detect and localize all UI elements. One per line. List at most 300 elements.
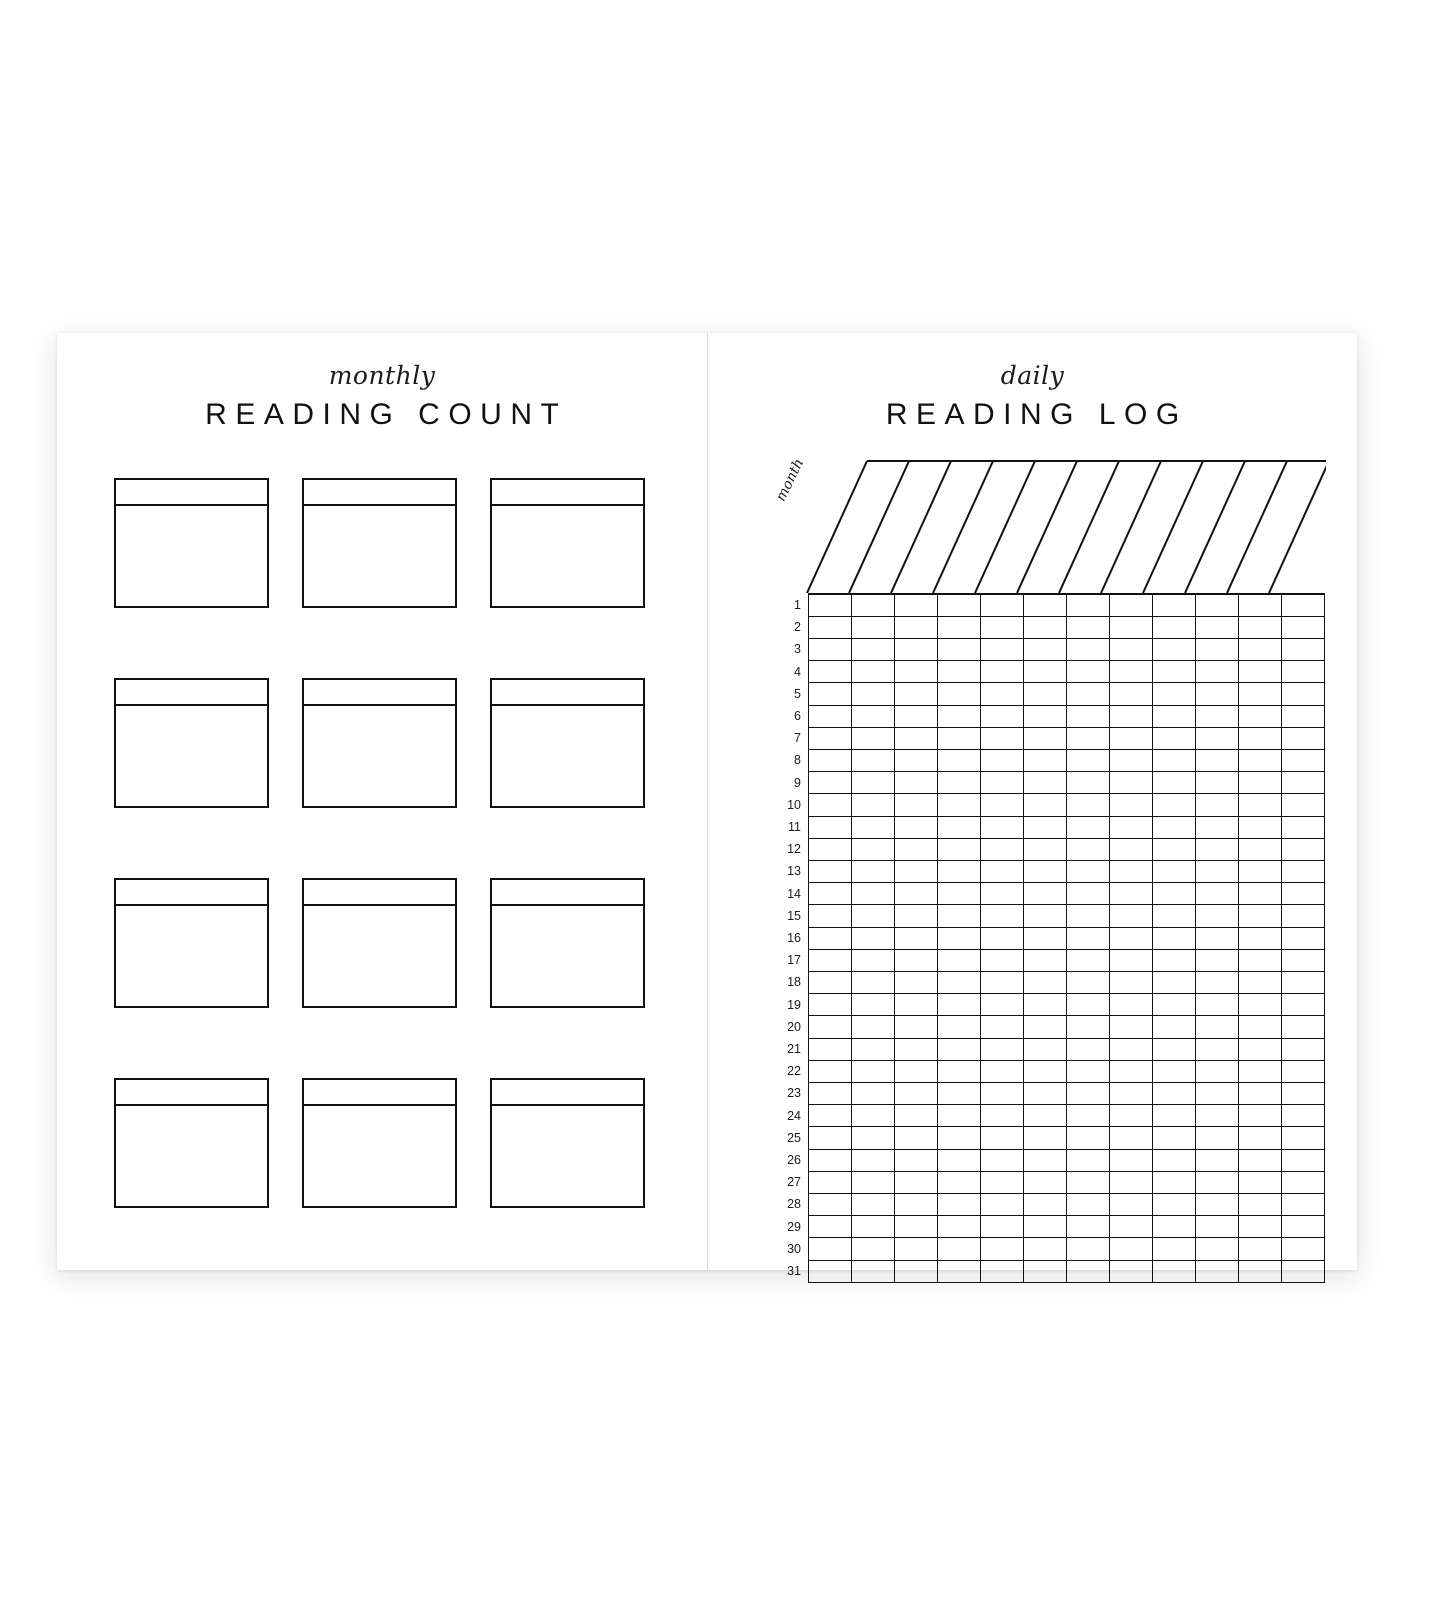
log-cell[interactable] bbox=[1067, 1193, 1110, 1215]
log-cell[interactable] bbox=[809, 1260, 852, 1282]
log-cell[interactable] bbox=[852, 949, 895, 971]
log-cell[interactable] bbox=[938, 749, 981, 771]
log-cell[interactable] bbox=[1110, 705, 1153, 727]
count-card-header[interactable] bbox=[492, 1080, 643, 1106]
log-cell[interactable] bbox=[1239, 1238, 1282, 1260]
log-cell[interactable] bbox=[981, 1238, 1024, 1260]
count-card-body[interactable] bbox=[304, 1106, 455, 1206]
log-cell[interactable] bbox=[1282, 1082, 1325, 1104]
log-cell[interactable] bbox=[1196, 1127, 1239, 1149]
log-cell[interactable] bbox=[852, 1105, 895, 1127]
log-cell[interactable] bbox=[1239, 661, 1282, 683]
count-card-header[interactable] bbox=[492, 480, 643, 506]
log-cell[interactable] bbox=[895, 838, 938, 860]
log-cell[interactable] bbox=[1110, 616, 1153, 638]
log-cell[interactable] bbox=[1239, 905, 1282, 927]
log-cell[interactable] bbox=[1196, 949, 1239, 971]
log-cell[interactable] bbox=[1282, 1171, 1325, 1193]
log-cell[interactable] bbox=[1239, 1216, 1282, 1238]
log-cell[interactable] bbox=[852, 1060, 895, 1082]
log-cell[interactable] bbox=[981, 683, 1024, 705]
log-cell[interactable] bbox=[1024, 1038, 1067, 1060]
log-cell[interactable] bbox=[852, 883, 895, 905]
log-cell[interactable] bbox=[1067, 838, 1110, 860]
log-cell[interactable] bbox=[1282, 860, 1325, 882]
log-cell[interactable] bbox=[809, 994, 852, 1016]
log-cell[interactable] bbox=[981, 860, 1024, 882]
log-cell[interactable] bbox=[809, 838, 852, 860]
log-cell[interactable] bbox=[809, 1216, 852, 1238]
log-cell[interactable] bbox=[1067, 1260, 1110, 1282]
log-cell[interactable] bbox=[1196, 838, 1239, 860]
log-cell[interactable] bbox=[1153, 727, 1196, 749]
log-cell[interactable] bbox=[895, 994, 938, 1016]
log-cell[interactable] bbox=[1196, 971, 1239, 993]
log-cell[interactable] bbox=[1239, 1260, 1282, 1282]
count-card[interactable] bbox=[490, 478, 645, 608]
log-cell[interactable] bbox=[852, 705, 895, 727]
count-card[interactable] bbox=[302, 1078, 457, 1208]
log-cell[interactable] bbox=[1067, 1216, 1110, 1238]
log-cell[interactable] bbox=[981, 1260, 1024, 1282]
log-cell[interactable] bbox=[809, 927, 852, 949]
log-cell[interactable] bbox=[1067, 772, 1110, 794]
log-cell[interactable] bbox=[852, 971, 895, 993]
log-cell[interactable] bbox=[1024, 1127, 1067, 1149]
log-cell[interactable] bbox=[1067, 661, 1110, 683]
log-cell[interactable] bbox=[1153, 772, 1196, 794]
log-cell[interactable] bbox=[938, 1038, 981, 1060]
log-cell[interactable] bbox=[1067, 794, 1110, 816]
log-cell[interactable] bbox=[1153, 816, 1196, 838]
log-cell[interactable] bbox=[1239, 594, 1282, 616]
log-cell[interactable] bbox=[1067, 905, 1110, 927]
log-cell[interactable] bbox=[809, 727, 852, 749]
table-row[interactable] bbox=[766, 1016, 1325, 1038]
log-cell[interactable] bbox=[809, 772, 852, 794]
log-cell[interactable] bbox=[1153, 749, 1196, 771]
log-cell[interactable] bbox=[1067, 1127, 1110, 1149]
log-cell[interactable] bbox=[1110, 727, 1153, 749]
log-cell[interactable] bbox=[1024, 616, 1067, 638]
count-card-body[interactable] bbox=[492, 506, 643, 606]
table-row[interactable] bbox=[766, 1060, 1325, 1082]
log-cell[interactable] bbox=[981, 616, 1024, 638]
count-card-header[interactable] bbox=[116, 880, 267, 906]
log-cell[interactable] bbox=[1110, 838, 1153, 860]
log-cell[interactable] bbox=[809, 794, 852, 816]
table-row[interactable] bbox=[766, 860, 1325, 882]
log-cell[interactable] bbox=[1110, 905, 1153, 927]
log-cell[interactable] bbox=[1153, 794, 1196, 816]
log-cell[interactable] bbox=[1024, 1016, 1067, 1038]
log-cell[interactable] bbox=[1282, 616, 1325, 638]
log-cell[interactable] bbox=[1282, 1016, 1325, 1038]
log-cell[interactable] bbox=[1239, 1016, 1282, 1038]
log-cell[interactable] bbox=[1067, 1171, 1110, 1193]
table-row[interactable] bbox=[766, 949, 1325, 971]
table-row[interactable] bbox=[766, 1105, 1325, 1127]
log-cell[interactable] bbox=[1067, 1060, 1110, 1082]
log-cell[interactable] bbox=[895, 816, 938, 838]
log-cell[interactable] bbox=[809, 1105, 852, 1127]
log-cell[interactable] bbox=[809, 816, 852, 838]
count-card[interactable] bbox=[302, 878, 457, 1008]
log-cell[interactable] bbox=[895, 1127, 938, 1149]
count-card[interactable] bbox=[490, 878, 645, 1008]
log-cell[interactable] bbox=[852, 1260, 895, 1282]
table-row[interactable] bbox=[766, 1171, 1325, 1193]
log-cell[interactable] bbox=[1153, 860, 1196, 882]
log-cell[interactable] bbox=[981, 705, 1024, 727]
count-card[interactable] bbox=[302, 478, 457, 608]
count-card[interactable] bbox=[114, 678, 269, 808]
log-cell[interactable] bbox=[1110, 1193, 1153, 1215]
log-cell[interactable] bbox=[938, 683, 981, 705]
log-cell[interactable] bbox=[1110, 1216, 1153, 1238]
log-cell[interactable] bbox=[1153, 594, 1196, 616]
log-cell[interactable] bbox=[1196, 860, 1239, 882]
table-row[interactable] bbox=[766, 905, 1325, 927]
log-cell[interactable] bbox=[1110, 683, 1153, 705]
log-cell[interactable] bbox=[852, 594, 895, 616]
log-cell[interactable] bbox=[809, 1171, 852, 1193]
log-cell[interactable] bbox=[1239, 727, 1282, 749]
log-cell[interactable] bbox=[1024, 1171, 1067, 1193]
log-cell[interactable] bbox=[1153, 1171, 1196, 1193]
log-cell[interactable] bbox=[1282, 772, 1325, 794]
log-cell[interactable] bbox=[852, 1038, 895, 1060]
log-cell[interactable] bbox=[938, 994, 981, 1016]
log-cell[interactable] bbox=[1196, 1082, 1239, 1104]
count-card-body[interactable] bbox=[116, 506, 267, 606]
log-cell[interactable] bbox=[852, 816, 895, 838]
log-cell[interactable] bbox=[938, 772, 981, 794]
log-cell[interactable] bbox=[895, 1016, 938, 1038]
log-cell[interactable] bbox=[938, 705, 981, 727]
table-row[interactable] bbox=[766, 838, 1325, 860]
log-cell[interactable] bbox=[981, 971, 1024, 993]
log-cell[interactable] bbox=[852, 1016, 895, 1038]
log-cell[interactable] bbox=[938, 638, 981, 660]
log-cell[interactable] bbox=[1196, 727, 1239, 749]
log-cell[interactable] bbox=[1067, 1016, 1110, 1038]
log-cell[interactable] bbox=[895, 616, 938, 638]
log-cell[interactable] bbox=[852, 860, 895, 882]
log-cell[interactable] bbox=[1282, 683, 1325, 705]
log-cell[interactable] bbox=[1110, 772, 1153, 794]
log-cell[interactable] bbox=[895, 905, 938, 927]
log-cell[interactable] bbox=[1282, 1260, 1325, 1282]
log-cell[interactable] bbox=[1110, 1082, 1153, 1104]
table-row[interactable] bbox=[766, 1260, 1325, 1282]
log-cell[interactable] bbox=[1282, 594, 1325, 616]
log-cell[interactable] bbox=[1067, 949, 1110, 971]
log-cell[interactable] bbox=[938, 1149, 981, 1171]
log-cell[interactable] bbox=[852, 994, 895, 1016]
log-cell[interactable] bbox=[1110, 927, 1153, 949]
log-cell[interactable] bbox=[895, 1038, 938, 1060]
log-cell[interactable] bbox=[1024, 1216, 1067, 1238]
log-cell[interactable] bbox=[895, 1171, 938, 1193]
log-cell[interactable] bbox=[1239, 683, 1282, 705]
log-cell[interactable] bbox=[852, 1216, 895, 1238]
log-cell[interactable] bbox=[1024, 838, 1067, 860]
log-cell[interactable] bbox=[852, 1171, 895, 1193]
count-card-header[interactable] bbox=[304, 680, 455, 706]
log-cell[interactable] bbox=[1239, 616, 1282, 638]
count-card[interactable] bbox=[114, 1078, 269, 1208]
table-row[interactable] bbox=[766, 1216, 1325, 1238]
log-cell[interactable] bbox=[852, 749, 895, 771]
log-cell[interactable] bbox=[1067, 616, 1110, 638]
count-card-body[interactable] bbox=[116, 1106, 267, 1206]
log-cell[interactable] bbox=[1282, 905, 1325, 927]
table-row[interactable] bbox=[766, 794, 1325, 816]
log-cell[interactable] bbox=[895, 749, 938, 771]
count-card[interactable] bbox=[490, 678, 645, 808]
log-cell[interactable] bbox=[1067, 705, 1110, 727]
log-cell[interactable] bbox=[1239, 927, 1282, 949]
log-cell[interactable] bbox=[1153, 1149, 1196, 1171]
log-cell[interactable] bbox=[895, 1193, 938, 1215]
log-cell[interactable] bbox=[852, 638, 895, 660]
log-cell[interactable] bbox=[1024, 994, 1067, 1016]
table-row[interactable] bbox=[766, 927, 1325, 949]
log-cell[interactable] bbox=[1110, 638, 1153, 660]
log-cell[interactable] bbox=[1196, 683, 1239, 705]
log-cell[interactable] bbox=[938, 838, 981, 860]
log-cell[interactable] bbox=[1282, 1038, 1325, 1060]
log-cell[interactable] bbox=[938, 1193, 981, 1215]
log-cell[interactable] bbox=[1067, 727, 1110, 749]
log-cell[interactable] bbox=[809, 705, 852, 727]
log-cell[interactable] bbox=[1110, 1149, 1153, 1171]
log-cell[interactable] bbox=[981, 1149, 1024, 1171]
table-row[interactable] bbox=[766, 638, 1325, 660]
log-cell[interactable] bbox=[1067, 971, 1110, 993]
log-cell[interactable] bbox=[1153, 616, 1196, 638]
count-card-header[interactable] bbox=[492, 680, 643, 706]
log-cell[interactable] bbox=[938, 1105, 981, 1127]
log-cell[interactable] bbox=[938, 860, 981, 882]
log-cell[interactable] bbox=[981, 883, 1024, 905]
log-cell[interactable] bbox=[1067, 860, 1110, 882]
count-card[interactable] bbox=[114, 478, 269, 608]
log-cell[interactable] bbox=[1110, 661, 1153, 683]
log-cell[interactable] bbox=[1196, 1216, 1239, 1238]
log-cell[interactable] bbox=[895, 638, 938, 660]
log-cell[interactable] bbox=[1024, 971, 1067, 993]
table-row[interactable] bbox=[766, 616, 1325, 638]
log-cell[interactable] bbox=[981, 749, 1024, 771]
log-cell[interactable] bbox=[1024, 927, 1067, 949]
count-card-body[interactable] bbox=[116, 906, 267, 1006]
log-cell[interactable] bbox=[809, 1082, 852, 1104]
log-cell[interactable] bbox=[938, 616, 981, 638]
log-cell[interactable] bbox=[809, 1127, 852, 1149]
count-card-header[interactable] bbox=[116, 480, 267, 506]
log-cell[interactable] bbox=[1239, 949, 1282, 971]
log-cell[interactable] bbox=[1153, 1038, 1196, 1060]
table-row[interactable] bbox=[766, 883, 1325, 905]
log-cell[interactable] bbox=[1196, 1171, 1239, 1193]
log-cell[interactable] bbox=[1153, 1060, 1196, 1082]
log-cell[interactable] bbox=[1239, 1193, 1282, 1215]
log-cell[interactable] bbox=[1196, 1238, 1239, 1260]
log-cell[interactable] bbox=[1110, 1016, 1153, 1038]
log-cell[interactable] bbox=[1024, 1238, 1067, 1260]
log-cell[interactable] bbox=[981, 1193, 1024, 1215]
log-cell[interactable] bbox=[809, 1193, 852, 1215]
log-cell[interactable] bbox=[1196, 994, 1239, 1016]
log-cell[interactable] bbox=[809, 971, 852, 993]
log-cell[interactable] bbox=[938, 1082, 981, 1104]
log-cell[interactable] bbox=[1282, 1193, 1325, 1215]
log-cell[interactable] bbox=[1282, 1238, 1325, 1260]
log-cell[interactable] bbox=[1153, 1193, 1196, 1215]
log-cell[interactable] bbox=[981, 1016, 1024, 1038]
log-cell[interactable] bbox=[1153, 661, 1196, 683]
log-cell[interactable] bbox=[1239, 860, 1282, 882]
table-row[interactable] bbox=[766, 1082, 1325, 1104]
log-cell[interactable] bbox=[1153, 905, 1196, 927]
log-cell[interactable] bbox=[1196, 638, 1239, 660]
log-cell[interactable] bbox=[895, 1105, 938, 1127]
log-cell[interactable] bbox=[809, 638, 852, 660]
log-cell[interactable] bbox=[1196, 1193, 1239, 1215]
count-card-body[interactable] bbox=[304, 906, 455, 1006]
log-cell[interactable] bbox=[1153, 1105, 1196, 1127]
count-card-body[interactable] bbox=[116, 706, 267, 806]
log-cell[interactable] bbox=[1067, 816, 1110, 838]
log-cell[interactable] bbox=[1282, 1127, 1325, 1149]
log-cell[interactable] bbox=[852, 1127, 895, 1149]
log-cell[interactable] bbox=[895, 1060, 938, 1082]
log-cell[interactable] bbox=[1110, 816, 1153, 838]
log-cell[interactable] bbox=[981, 949, 1024, 971]
log-cell[interactable] bbox=[852, 927, 895, 949]
log-cell[interactable] bbox=[809, 616, 852, 638]
log-cell[interactable] bbox=[938, 794, 981, 816]
table-row[interactable] bbox=[766, 1038, 1325, 1060]
log-cell[interactable] bbox=[809, 905, 852, 927]
log-cell[interactable] bbox=[981, 994, 1024, 1016]
log-cell[interactable] bbox=[1024, 594, 1067, 616]
log-cell[interactable] bbox=[981, 816, 1024, 838]
log-cell[interactable] bbox=[1110, 994, 1153, 1016]
log-cell[interactable] bbox=[895, 705, 938, 727]
table-row[interactable] bbox=[766, 772, 1325, 794]
log-cell[interactable] bbox=[895, 1238, 938, 1260]
log-cell[interactable] bbox=[1067, 683, 1110, 705]
table-row[interactable] bbox=[766, 816, 1325, 838]
log-cell[interactable] bbox=[1024, 949, 1067, 971]
log-cell[interactable] bbox=[981, 1127, 1024, 1149]
log-cell[interactable] bbox=[1196, 794, 1239, 816]
log-cell[interactable] bbox=[895, 727, 938, 749]
log-cell[interactable] bbox=[1024, 860, 1067, 882]
log-cell[interactable] bbox=[1239, 1127, 1282, 1149]
log-cell[interactable] bbox=[1110, 794, 1153, 816]
table-row[interactable] bbox=[766, 1238, 1325, 1260]
log-cell[interactable] bbox=[1153, 927, 1196, 949]
count-card-header[interactable] bbox=[492, 880, 643, 906]
log-cell[interactable] bbox=[1067, 927, 1110, 949]
log-cell[interactable] bbox=[981, 661, 1024, 683]
log-cell[interactable] bbox=[1239, 638, 1282, 660]
log-cell[interactable] bbox=[1282, 661, 1325, 683]
log-cell[interactable] bbox=[1067, 638, 1110, 660]
log-cell[interactable] bbox=[1153, 1238, 1196, 1260]
log-cell[interactable] bbox=[1024, 749, 1067, 771]
log-cell[interactable] bbox=[938, 883, 981, 905]
log-cell[interactable] bbox=[1282, 949, 1325, 971]
log-cell[interactable] bbox=[1282, 727, 1325, 749]
table-row[interactable] bbox=[766, 994, 1325, 1016]
log-cell[interactable] bbox=[1153, 1260, 1196, 1282]
log-cell[interactable] bbox=[1153, 1216, 1196, 1238]
count-card-header[interactable] bbox=[304, 1080, 455, 1106]
log-cell[interactable] bbox=[1196, 905, 1239, 927]
log-cell[interactable] bbox=[1196, 594, 1239, 616]
log-cell[interactable] bbox=[981, 794, 1024, 816]
log-cell[interactable] bbox=[981, 927, 1024, 949]
log-cell[interactable] bbox=[938, 905, 981, 927]
log-cell[interactable] bbox=[1110, 1260, 1153, 1282]
log-cell[interactable] bbox=[1024, 1082, 1067, 1104]
count-card-body[interactable] bbox=[492, 1106, 643, 1206]
log-cell[interactable] bbox=[1239, 705, 1282, 727]
count-card-body[interactable] bbox=[492, 706, 643, 806]
log-cell[interactable] bbox=[852, 1082, 895, 1104]
log-cell[interactable] bbox=[809, 1038, 852, 1060]
log-cell[interactable] bbox=[1024, 661, 1067, 683]
log-cell[interactable] bbox=[981, 1216, 1024, 1238]
log-cell[interactable] bbox=[852, 1193, 895, 1215]
log-cell[interactable] bbox=[895, 1260, 938, 1282]
log-cell[interactable] bbox=[1110, 594, 1153, 616]
log-cell[interactable] bbox=[1067, 994, 1110, 1016]
log-cell[interactable] bbox=[1196, 1016, 1239, 1038]
log-cell[interactable] bbox=[895, 1082, 938, 1104]
log-cell[interactable] bbox=[1024, 1105, 1067, 1127]
log-cell[interactable] bbox=[938, 594, 981, 616]
log-cell[interactable] bbox=[1067, 1082, 1110, 1104]
log-cell[interactable] bbox=[895, 927, 938, 949]
log-cell[interactable] bbox=[1239, 838, 1282, 860]
log-cell[interactable] bbox=[1196, 1038, 1239, 1060]
log-cell[interactable] bbox=[1153, 705, 1196, 727]
log-cell[interactable] bbox=[1239, 994, 1282, 1016]
log-cell[interactable] bbox=[1239, 794, 1282, 816]
log-cell[interactable] bbox=[852, 1149, 895, 1171]
log-cell[interactable] bbox=[1239, 971, 1282, 993]
log-cell[interactable] bbox=[895, 1149, 938, 1171]
log-cell[interactable] bbox=[1110, 1105, 1153, 1127]
log-cell[interactable] bbox=[1282, 971, 1325, 993]
log-cell[interactable] bbox=[1024, 638, 1067, 660]
log-cell[interactable] bbox=[1282, 1060, 1325, 1082]
log-cell[interactable] bbox=[1282, 816, 1325, 838]
log-cell[interactable] bbox=[1024, 1260, 1067, 1282]
log-cell[interactable] bbox=[852, 727, 895, 749]
log-cell[interactable] bbox=[1110, 971, 1153, 993]
log-cell[interactable] bbox=[1282, 1105, 1325, 1127]
log-cell[interactable] bbox=[1153, 838, 1196, 860]
log-cell[interactable] bbox=[1153, 638, 1196, 660]
log-cell[interactable] bbox=[1024, 794, 1067, 816]
